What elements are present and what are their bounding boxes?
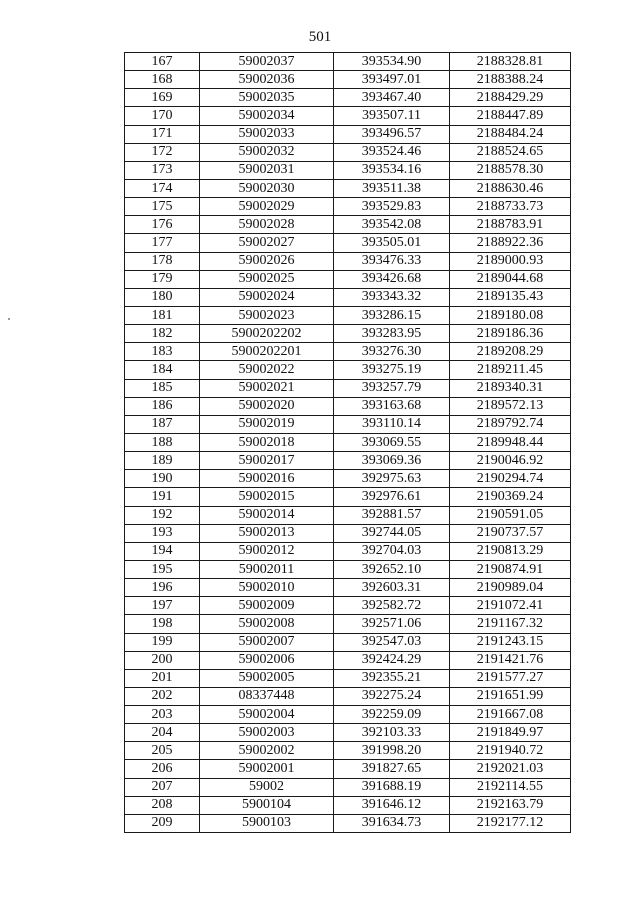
point-id-cell: 59002027 bbox=[200, 234, 334, 252]
x-coordinate-cell: 392976.61 bbox=[334, 488, 450, 506]
x-coordinate-cell: 393524.46 bbox=[334, 143, 450, 161]
row-number-cell: 194 bbox=[125, 542, 200, 560]
y-coordinate-cell: 2191072.41 bbox=[450, 597, 571, 615]
x-coordinate-cell: 392582.72 bbox=[334, 597, 450, 615]
row-number-cell: 187 bbox=[125, 415, 200, 433]
table-row bbox=[125, 542, 571, 560]
point-id-cell: 59002 bbox=[200, 778, 334, 796]
x-coordinate-cell: 392571.06 bbox=[334, 615, 450, 633]
x-coordinate-cell: 393476.33 bbox=[334, 252, 450, 270]
table-row bbox=[125, 524, 571, 542]
row-number-cell: 177 bbox=[125, 234, 200, 252]
row-number-cell: 182 bbox=[125, 325, 200, 343]
row-number-cell: 190 bbox=[125, 470, 200, 488]
x-coordinate-cell: 393426.68 bbox=[334, 270, 450, 288]
table-row bbox=[125, 488, 571, 506]
point-id-cell: 59002032 bbox=[200, 143, 334, 161]
y-coordinate-cell: 2190294.74 bbox=[450, 470, 571, 488]
table-row bbox=[125, 506, 571, 524]
row-number-cell: 200 bbox=[125, 651, 200, 669]
table-row bbox=[125, 361, 571, 379]
x-coordinate-cell: 392259.09 bbox=[334, 706, 450, 724]
y-coordinate-cell: 2188447.89 bbox=[450, 107, 571, 125]
row-number-cell: 181 bbox=[125, 306, 200, 324]
row-number-cell: 170 bbox=[125, 107, 200, 125]
row-number-cell: 167 bbox=[125, 53, 200, 71]
y-coordinate-cell: 2191849.97 bbox=[450, 724, 571, 742]
coordinates-table bbox=[124, 52, 571, 833]
table-row bbox=[125, 379, 571, 397]
point-id-cell: 59002002 bbox=[200, 742, 334, 760]
x-coordinate-cell: 393283.95 bbox=[334, 325, 450, 343]
y-coordinate-cell: 2191940.72 bbox=[450, 742, 571, 760]
point-id-cell: 59002007 bbox=[200, 633, 334, 651]
x-coordinate-cell: 392881.57 bbox=[334, 506, 450, 524]
table-row bbox=[125, 669, 571, 687]
table-row bbox=[125, 778, 571, 796]
y-coordinate-cell: 2189948.44 bbox=[450, 433, 571, 451]
table-row bbox=[125, 724, 571, 742]
y-coordinate-cell: 2191421.76 bbox=[450, 651, 571, 669]
y-coordinate-cell: 2190591.05 bbox=[450, 506, 571, 524]
x-coordinate-cell: 391998.20 bbox=[334, 742, 450, 760]
y-coordinate-cell: 2190737.57 bbox=[450, 524, 571, 542]
y-coordinate-cell: 2189000.93 bbox=[450, 252, 571, 270]
table-row bbox=[125, 179, 571, 197]
point-id-cell: 59002023 bbox=[200, 306, 334, 324]
point-id-cell: 59002017 bbox=[200, 452, 334, 470]
x-coordinate-cell: 391646.12 bbox=[334, 796, 450, 814]
y-coordinate-cell: 2189186.36 bbox=[450, 325, 571, 343]
x-coordinate-cell: 393542.08 bbox=[334, 216, 450, 234]
table-row bbox=[125, 760, 571, 778]
row-number-cell: 191 bbox=[125, 488, 200, 506]
point-id-cell: 59002001 bbox=[200, 760, 334, 778]
row-number-cell: 201 bbox=[125, 669, 200, 687]
x-coordinate-cell: 392975.63 bbox=[334, 470, 450, 488]
table-row bbox=[125, 161, 571, 179]
row-number-cell: 206 bbox=[125, 760, 200, 778]
row-number-cell: 173 bbox=[125, 161, 200, 179]
row-number-cell: 188 bbox=[125, 433, 200, 451]
point-id-cell: 59002003 bbox=[200, 724, 334, 742]
y-coordinate-cell: 2190874.91 bbox=[450, 560, 571, 578]
table-row bbox=[125, 306, 571, 324]
x-coordinate-cell: 393507.11 bbox=[334, 107, 450, 125]
point-id-cell: 59002036 bbox=[200, 71, 334, 89]
x-coordinate-cell: 391688.19 bbox=[334, 778, 450, 796]
table-row bbox=[125, 252, 571, 270]
row-number-cell: 179 bbox=[125, 270, 200, 288]
x-coordinate-cell: 393163.68 bbox=[334, 397, 450, 415]
row-number-cell: 208 bbox=[125, 796, 200, 814]
row-number-cell: 205 bbox=[125, 742, 200, 760]
table-row bbox=[125, 325, 571, 343]
x-coordinate-cell: 393343.32 bbox=[334, 288, 450, 306]
x-coordinate-cell: 393275.19 bbox=[334, 361, 450, 379]
table-row bbox=[125, 651, 571, 669]
y-coordinate-cell: 2189135.43 bbox=[450, 288, 571, 306]
y-coordinate-cell: 2189180.08 bbox=[450, 306, 571, 324]
row-number-cell: 198 bbox=[125, 615, 200, 633]
x-coordinate-cell: 393505.01 bbox=[334, 234, 450, 252]
table-row bbox=[125, 433, 571, 451]
y-coordinate-cell: 2189208.29 bbox=[450, 343, 571, 361]
table-row bbox=[125, 597, 571, 615]
y-coordinate-cell: 2188388.24 bbox=[450, 71, 571, 89]
row-number-cell: 168 bbox=[125, 71, 200, 89]
point-id-cell: 59002021 bbox=[200, 379, 334, 397]
row-number-cell: 203 bbox=[125, 706, 200, 724]
y-coordinate-cell: 2190989.04 bbox=[450, 579, 571, 597]
table-row bbox=[125, 452, 571, 470]
row-number-cell: 172 bbox=[125, 143, 200, 161]
point-id-cell: 59002029 bbox=[200, 198, 334, 216]
table-row bbox=[125, 343, 571, 361]
y-coordinate-cell: 2190046.92 bbox=[450, 452, 571, 470]
y-coordinate-cell: 2188783.91 bbox=[450, 216, 571, 234]
table-row bbox=[125, 198, 571, 216]
point-id-cell: 59002031 bbox=[200, 161, 334, 179]
point-id-cell: 59002013 bbox=[200, 524, 334, 542]
point-id-cell: 59002016 bbox=[200, 470, 334, 488]
point-id-cell: 08337448 bbox=[200, 687, 334, 705]
row-number-cell: 178 bbox=[125, 252, 200, 270]
page-number: 501 bbox=[308, 29, 332, 45]
x-coordinate-cell: 393069.36 bbox=[334, 452, 450, 470]
point-id-cell: 59002025 bbox=[200, 270, 334, 288]
y-coordinate-cell: 2192114.55 bbox=[450, 778, 571, 796]
point-id-cell: 59002034 bbox=[200, 107, 334, 125]
y-coordinate-cell: 2189211.45 bbox=[450, 361, 571, 379]
y-coordinate-cell: 2191667.08 bbox=[450, 706, 571, 724]
x-coordinate-cell: 392652.10 bbox=[334, 560, 450, 578]
point-id-cell: 59002033 bbox=[200, 125, 334, 143]
table-row bbox=[125, 687, 571, 705]
y-coordinate-cell: 2192021.03 bbox=[450, 760, 571, 778]
table-row bbox=[125, 270, 571, 288]
point-id-cell: 59002014 bbox=[200, 506, 334, 524]
y-coordinate-cell: 2188733.73 bbox=[450, 198, 571, 216]
table-row bbox=[125, 415, 571, 433]
point-id-cell: 59002037 bbox=[200, 53, 334, 71]
row-number-cell: 189 bbox=[125, 452, 200, 470]
x-coordinate-cell: 392704.03 bbox=[334, 542, 450, 560]
point-id-cell: 59002012 bbox=[200, 542, 334, 560]
x-coordinate-cell: 392547.03 bbox=[334, 633, 450, 651]
table-row bbox=[125, 143, 571, 161]
row-number-cell: 169 bbox=[125, 89, 200, 107]
x-coordinate-cell: 393529.83 bbox=[334, 198, 450, 216]
point-id-cell: 59002009 bbox=[200, 597, 334, 615]
point-id-cell: 59002026 bbox=[200, 252, 334, 270]
coordinates-table-body bbox=[125, 53, 571, 833]
y-coordinate-cell: 2191243.15 bbox=[450, 633, 571, 651]
x-coordinate-cell: 393069.55 bbox=[334, 433, 450, 451]
point-id-cell: 59002030 bbox=[200, 179, 334, 197]
x-coordinate-cell: 392744.05 bbox=[334, 524, 450, 542]
table-row bbox=[125, 125, 571, 143]
y-coordinate-cell: 2191577.27 bbox=[450, 669, 571, 687]
y-coordinate-cell: 2190813.29 bbox=[450, 542, 571, 560]
x-coordinate-cell: 393496.57 bbox=[334, 125, 450, 143]
row-number-cell: 195 bbox=[125, 560, 200, 578]
x-coordinate-cell: 392103.33 bbox=[334, 724, 450, 742]
point-id-cell: 5900103 bbox=[200, 814, 334, 832]
row-number-cell: 175 bbox=[125, 198, 200, 216]
x-coordinate-cell: 392424.29 bbox=[334, 651, 450, 669]
row-number-cell: 185 bbox=[125, 379, 200, 397]
x-coordinate-cell: 393467.40 bbox=[334, 89, 450, 107]
x-coordinate-cell: 391634.73 bbox=[334, 814, 450, 832]
point-id-cell: 59002024 bbox=[200, 288, 334, 306]
row-number-cell: 174 bbox=[125, 179, 200, 197]
table-row bbox=[125, 560, 571, 578]
y-coordinate-cell: 2188578.30 bbox=[450, 161, 571, 179]
y-coordinate-cell: 2189792.74 bbox=[450, 415, 571, 433]
x-coordinate-cell: 392355.21 bbox=[334, 669, 450, 687]
x-coordinate-cell: 391827.65 bbox=[334, 760, 450, 778]
table-row bbox=[125, 470, 571, 488]
y-coordinate-cell: 2188922.36 bbox=[450, 234, 571, 252]
row-number-cell: 184 bbox=[125, 361, 200, 379]
point-id-cell: 59002020 bbox=[200, 397, 334, 415]
table-row bbox=[125, 706, 571, 724]
row-number-cell: 180 bbox=[125, 288, 200, 306]
point-id-cell: 59002015 bbox=[200, 488, 334, 506]
point-id-cell: 59002022 bbox=[200, 361, 334, 379]
row-number-cell: 207 bbox=[125, 778, 200, 796]
table-row bbox=[125, 814, 571, 832]
y-coordinate-cell: 2191651.99 bbox=[450, 687, 571, 705]
table-row bbox=[125, 89, 571, 107]
row-number-cell: 196 bbox=[125, 579, 200, 597]
y-coordinate-cell: 2191167.32 bbox=[450, 615, 571, 633]
row-number-cell: 197 bbox=[125, 597, 200, 615]
margin-speck bbox=[8, 318, 10, 320]
row-number-cell: 176 bbox=[125, 216, 200, 234]
point-id-cell: 59002008 bbox=[200, 615, 334, 633]
table-row bbox=[125, 71, 571, 89]
row-number-cell: 209 bbox=[125, 814, 200, 832]
table-row bbox=[125, 397, 571, 415]
point-id-cell: 59002005 bbox=[200, 669, 334, 687]
table-row bbox=[125, 288, 571, 306]
table-row bbox=[125, 234, 571, 252]
x-coordinate-cell: 393534.16 bbox=[334, 161, 450, 179]
x-coordinate-cell: 393110.14 bbox=[334, 415, 450, 433]
point-id-cell: 59002019 bbox=[200, 415, 334, 433]
x-coordinate-cell: 392275.24 bbox=[334, 687, 450, 705]
point-id-cell: 5900202201 bbox=[200, 343, 334, 361]
x-coordinate-cell: 393286.15 bbox=[334, 306, 450, 324]
point-id-cell: 59002018 bbox=[200, 433, 334, 451]
x-coordinate-cell: 393257.79 bbox=[334, 379, 450, 397]
point-id-cell: 59002011 bbox=[200, 560, 334, 578]
y-coordinate-cell: 2188328.81 bbox=[450, 53, 571, 71]
row-number-cell: 186 bbox=[125, 397, 200, 415]
table-row bbox=[125, 107, 571, 125]
point-id-cell: 5900202202 bbox=[200, 325, 334, 343]
row-number-cell: 199 bbox=[125, 633, 200, 651]
y-coordinate-cell: 2189340.31 bbox=[450, 379, 571, 397]
x-coordinate-cell: 393276.30 bbox=[334, 343, 450, 361]
row-number-cell: 171 bbox=[125, 125, 200, 143]
row-number-cell: 204 bbox=[125, 724, 200, 742]
table-row bbox=[125, 579, 571, 597]
table-row bbox=[125, 742, 571, 760]
y-coordinate-cell: 2192177.12 bbox=[450, 814, 571, 832]
y-coordinate-cell: 2192163.79 bbox=[450, 796, 571, 814]
row-number-cell: 193 bbox=[125, 524, 200, 542]
point-id-cell: 59002028 bbox=[200, 216, 334, 234]
point-id-cell: 59002006 bbox=[200, 651, 334, 669]
x-coordinate-cell: 393534.90 bbox=[334, 53, 450, 71]
y-coordinate-cell: 2188630.46 bbox=[450, 179, 571, 197]
y-coordinate-cell: 2189572.13 bbox=[450, 397, 571, 415]
table-row bbox=[125, 633, 571, 651]
y-coordinate-cell: 2188429.29 bbox=[450, 89, 571, 107]
y-coordinate-cell: 2188524.65 bbox=[450, 143, 571, 161]
point-id-cell: 59002035 bbox=[200, 89, 334, 107]
point-id-cell: 59002004 bbox=[200, 706, 334, 724]
table-row bbox=[125, 796, 571, 814]
x-coordinate-cell: 393511.38 bbox=[334, 179, 450, 197]
table-row bbox=[125, 615, 571, 633]
x-coordinate-cell: 392603.31 bbox=[334, 579, 450, 597]
y-coordinate-cell: 2189044.68 bbox=[450, 270, 571, 288]
point-id-cell: 59002010 bbox=[200, 579, 334, 597]
row-number-cell: 183 bbox=[125, 343, 200, 361]
row-number-cell: 192 bbox=[125, 506, 200, 524]
table-row bbox=[125, 216, 571, 234]
x-coordinate-cell: 393497.01 bbox=[334, 71, 450, 89]
y-coordinate-cell: 2190369.24 bbox=[450, 488, 571, 506]
row-number-cell: 202 bbox=[125, 687, 200, 705]
point-id-cell: 5900104 bbox=[200, 796, 334, 814]
y-coordinate-cell: 2188484.24 bbox=[450, 125, 571, 143]
table-row bbox=[125, 53, 571, 71]
